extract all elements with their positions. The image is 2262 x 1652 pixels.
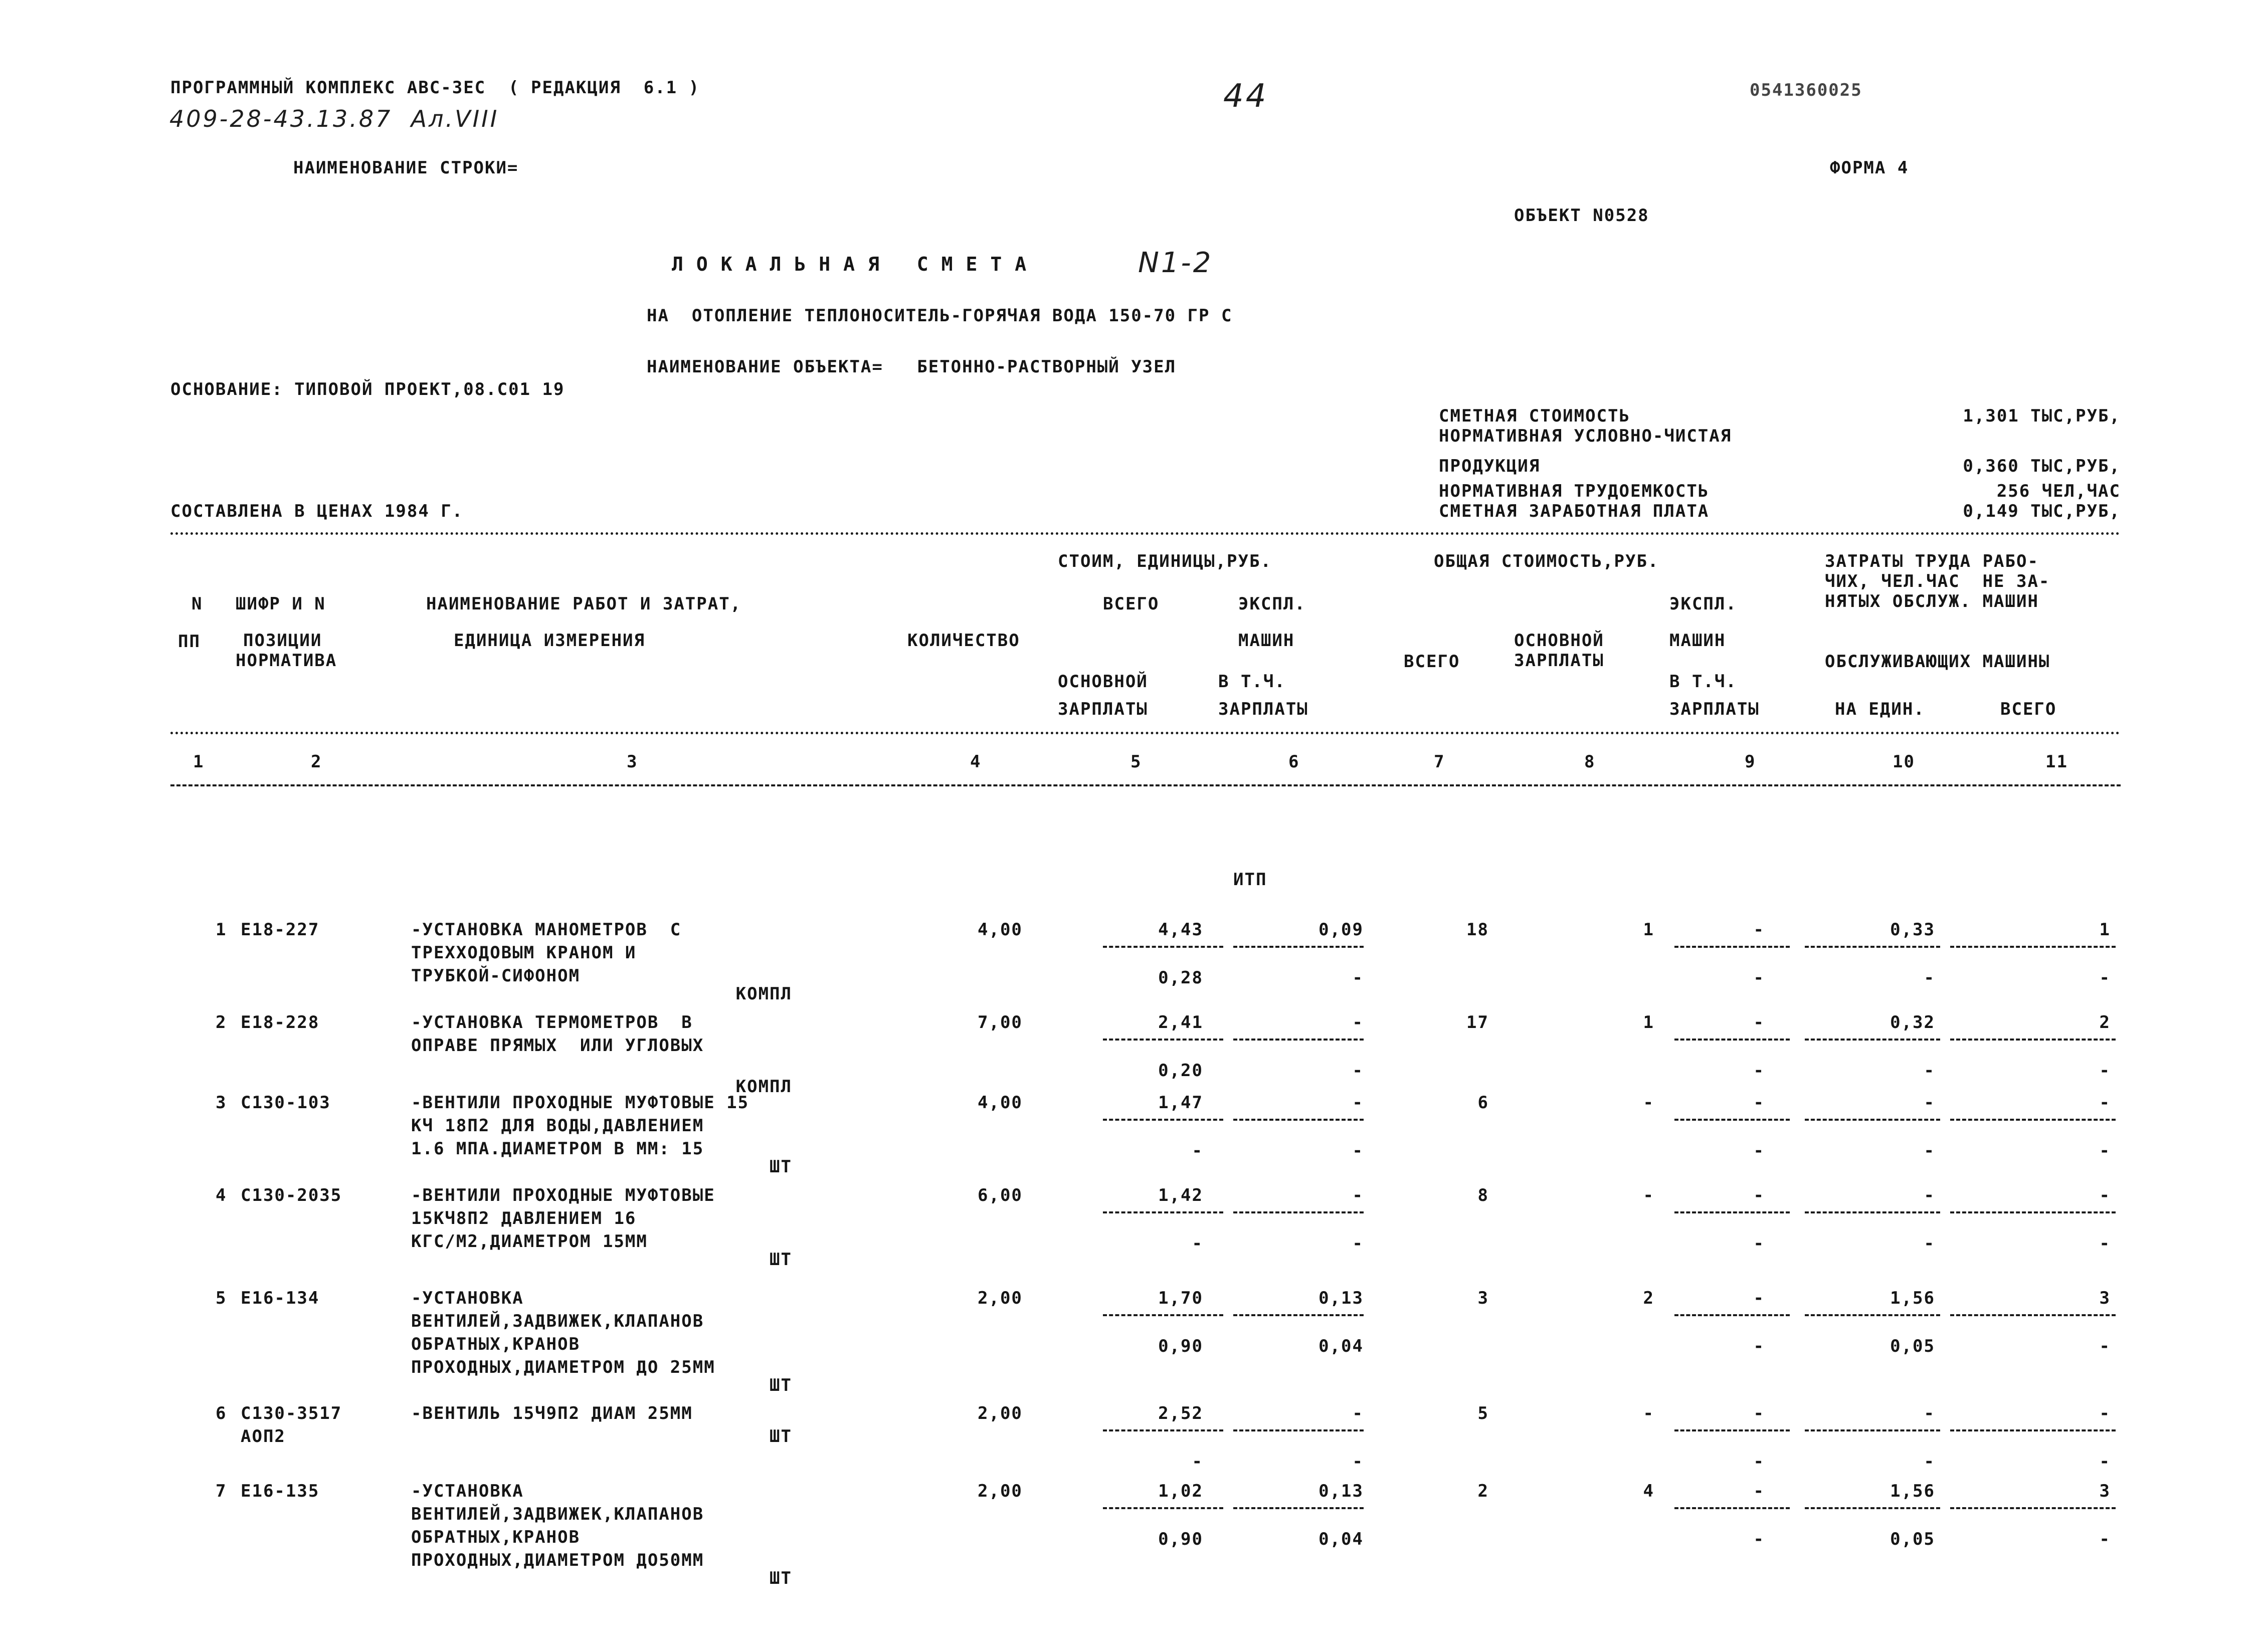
row-total-cost: 17 <box>1466 1012 1489 1032</box>
row-labor-total: - <box>2099 968 2111 988</box>
row-total-exploit: - <box>1753 1288 1765 1308</box>
header-code: ШИФР И N <box>236 594 326 614</box>
row-total-exploit: - <box>1753 1012 1765 1032</box>
row-divider <box>1950 1314 2116 1316</box>
row-labor-unit: 0,32 <box>1890 1012 1935 1032</box>
row-unit-exploit: - <box>1352 1012 1364 1032</box>
row-work-name: -ВЕНТИЛИ ПРОХОДНЫЕ МУФТОВЫЕ 15 <box>411 1093 749 1113</box>
row-labor-unit: - <box>1924 1185 1935 1205</box>
header-num: N <box>192 594 203 614</box>
row-unit-pay: 0,90 <box>1158 1336 1203 1356</box>
header-labor-machines: ОБСЛУЖИВАЮЩИХ МАШИНЫ <box>1825 652 2050 672</box>
row-quantity: 2,00 <box>978 1288 1023 1308</box>
row-name-label: НАИМЕНОВАНИЕ СТРОКИ= <box>293 158 519 178</box>
row-quantity: 4,00 <box>978 1093 1023 1113</box>
row-labor-total: - <box>2099 1061 2111 1081</box>
row-unit-pay: 0,90 <box>1158 1529 1203 1549</box>
row-divider <box>1950 1039 2116 1041</box>
form-label: ФОРМА 4 <box>1830 158 1909 178</box>
row-divider <box>1950 1211 2116 1213</box>
header-code: ПОЗИЦИИ <box>243 631 322 651</box>
row-total-cost: 6 <box>1477 1093 1489 1113</box>
row-work-name: ВЕНТИЛЕЙ,ЗАДВИЖЕК,КЛАПАНОВ <box>411 1504 704 1524</box>
row-divider <box>1233 1211 1364 1213</box>
row-divider <box>1674 1429 1790 1431</box>
row-work-name: ОБРАТНЫХ,КРАНОВ <box>411 1334 581 1354</box>
header-unit-total: ВСЕГО <box>1103 594 1160 614</box>
row-total-exploit: - <box>1753 1481 1765 1501</box>
price-basis: СОСТАВЛЕНА В ЦЕНАХ 1984 Г. <box>170 501 464 521</box>
row-labor-unit: - <box>1924 1061 1935 1081</box>
row-divider <box>1674 1314 1790 1316</box>
row-unit-expl-pay: 0,04 <box>1318 1529 1364 1549</box>
row-unit-exploit: - <box>1352 1185 1364 1205</box>
row-code: С130-2035 <box>241 1185 342 1205</box>
row-unit-pay: 0,28 <box>1158 968 1203 988</box>
header-num: ПП <box>178 632 201 652</box>
row-number: 7 <box>216 1481 227 1501</box>
summary-value: 256 ЧЕЛ,ЧАС <box>1996 481 2121 501</box>
row-labor-unit: 0,05 <box>1890 1336 1935 1356</box>
row-code: Е16-134 <box>241 1288 320 1308</box>
row-total-expl-pay: - <box>1753 1452 1765 1472</box>
row-labor-unit: - <box>1924 968 1935 988</box>
header-total-exploit: МАШИН <box>1669 631 1726 651</box>
column-number: 5 <box>1130 752 1142 772</box>
row-divider <box>1103 946 1223 948</box>
row-number: 5 <box>216 1288 227 1308</box>
smeta-number: N1-2 <box>1138 247 1213 279</box>
row-unit-exploit: - <box>1352 1093 1364 1113</box>
row-work-name: ОБРАТНЫХ,КРАНОВ <box>411 1527 581 1547</box>
row-unit-pay: - <box>1192 1452 1203 1472</box>
row-divider <box>1674 1119 1790 1121</box>
row-work-name: -УСТАНОВКА МАНОМЕТРОВ С <box>411 920 682 940</box>
document-code: 0541360025 <box>1750 80 1862 100</box>
row-unit-expl-pay: 0,04 <box>1318 1336 1364 1356</box>
header-total-pay: ОСНОВНОЙ <box>1514 631 1604 651</box>
row-code: С130-3517 <box>241 1403 342 1423</box>
row-unit: ШТ <box>770 1157 792 1177</box>
row-unit: ШТ <box>770 1375 792 1395</box>
column-number: 2 <box>311 752 322 772</box>
row-work-name: 1.6 МПА.ДИАМЕТРОМ В ММ: 15 <box>411 1139 704 1159</box>
summary-label: СМЕТНАЯ ЗАРАБОТНАЯ ПЛАТА <box>1439 501 1710 521</box>
row-total-pay: 4 <box>1643 1481 1654 1501</box>
row-divider <box>1103 1119 1223 1121</box>
row-unit: ШТ <box>770 1426 792 1447</box>
handwritten-code: 409-28-43.13.87 Ал.VIII <box>169 105 499 132</box>
row-labor-unit: - <box>1924 1141 1935 1161</box>
row-labor-unit: - <box>1924 1403 1935 1423</box>
header-unit-incl-pay: ЗАРПЛАТЫ <box>1218 699 1308 719</box>
row-labor-total: - <box>2099 1452 2111 1472</box>
summary-label: НОРМАТИВНАЯ ТРУДОЕМКОСТЬ <box>1439 481 1710 501</box>
header-total-incl-pay: ЗАРПЛАТЫ <box>1669 699 1760 719</box>
row-labor-total: - <box>2099 1141 2111 1161</box>
column-number: 11 <box>2045 752 2068 772</box>
summary-value: 0,149 ТЫС,РУБ, <box>1963 501 2121 521</box>
smeta-subject: НА ОТОПЛЕНИЕ ТЕПЛОНОСИТЕЛЬ-ГОРЯЧАЯ ВОДА 150-70 ГР С <box>647 306 1233 326</box>
summary-label: СМЕТНАЯ СТОИМОСТЬ <box>1439 406 1630 426</box>
header-unit-pay: ОСНОВНОЙ <box>1058 672 1148 692</box>
row-number: 6 <box>216 1403 227 1423</box>
row-work-name: ВЕНТИЛЕЙ,ЗАДВИЖЕК,КЛАПАНОВ <box>411 1311 704 1331</box>
row-labor-unit: - <box>1924 1233 1935 1254</box>
header-total-exploit: ЭКСПЛ. <box>1669 594 1737 614</box>
summary-value: 1,301 ТЫС,РУБ, <box>1963 406 2121 426</box>
row-total-cost: 8 <box>1477 1185 1489 1205</box>
row-unit: КОМПЛ <box>735 984 792 1004</box>
header-unit-exploit: ЭКСПЛ. <box>1238 594 1306 614</box>
row-total-pay: 2 <box>1643 1288 1654 1308</box>
row-total-expl-pay: - <box>1753 1141 1765 1161</box>
row-total-pay: - <box>1643 1403 1654 1423</box>
row-labor-total: - <box>2099 1233 2111 1254</box>
row-work-name: -ВЕНТИЛЬ 15Ч9П2 ДИАМ 25ММ <box>411 1403 693 1423</box>
row-work-name: ОПРАВЕ ПРЯМЫХ ИЛИ УГЛОВЫХ <box>411 1036 704 1056</box>
header-labor-total: ВСЕГО <box>2000 699 2057 719</box>
row-work-name: -УСТАНОВКА <box>411 1481 524 1501</box>
row-labor-unit: 1,56 <box>1890 1288 1935 1308</box>
row-divider <box>1674 1507 1790 1509</box>
row-divider <box>1805 946 1940 948</box>
row-code: С130-103 <box>241 1093 331 1113</box>
row-labor-total: - <box>2099 1185 2111 1205</box>
row-labor-total: - <box>2099 1529 2111 1549</box>
row-unit-expl-pay: - <box>1352 1061 1364 1081</box>
basis-line: ОСНОВАНИЕ: ТИПОВОЙ ПРОЕКТ,08.С01 19 <box>170 379 565 399</box>
row-total-pay: 1 <box>1643 920 1654 940</box>
row-quantity: 2,00 <box>978 1403 1023 1423</box>
header-labor: ЗАТРАТЫ ТРУДА РАБО- <box>1825 551 2039 571</box>
row-divider <box>1233 1039 1364 1041</box>
summary-label: ПРОДУКЦИЯ <box>1439 456 1541 476</box>
row-work-name: ТРЕХХОДОВЫМ КРАНОМ И <box>411 943 637 963</box>
header-total-cost: ОБЩАЯ СТОИМОСТЬ,РУБ. <box>1434 551 1659 571</box>
row-divider <box>1233 1119 1364 1121</box>
column-number: 8 <box>1584 752 1596 772</box>
header-total-all: ВСЕГО <box>1404 652 1460 672</box>
row-labor-total: - <box>2099 1336 2111 1356</box>
row-code: АОП2 <box>241 1426 286 1447</box>
row-total-pay: - <box>1643 1185 1654 1205</box>
row-unit-total: 1,42 <box>1158 1185 1203 1205</box>
row-unit-expl-pay: - <box>1352 1452 1364 1472</box>
row-divider <box>1103 1507 1223 1509</box>
header-labor: ЧИХ, ЧЕЛ.ЧАС НЕ ЗА- <box>1825 571 2050 591</box>
object-name: НАИМЕНОВАНИЕ ОБЪЕКТА= БЕТОННО-РАСТВОРНЫЙ УЗЕЛ <box>647 357 1177 377</box>
row-unit-total: 1,02 <box>1158 1481 1203 1501</box>
row-total-pay: 1 <box>1643 1012 1654 1032</box>
header-unit-incl-pay: В Т.Ч. <box>1218 672 1286 692</box>
smeta-title: ЛОКАЛЬНАЯ СМЕТА <box>672 253 1040 275</box>
row-divider <box>1674 946 1790 948</box>
row-divider <box>1103 1211 1223 1213</box>
row-divider <box>1805 1119 1940 1121</box>
header-quantity: КОЛИЧЕСТВО <box>907 631 1020 651</box>
row-work-name: ПРОХОДНЫХ,ДИАМЕТРОМ ДО 25ММ <box>411 1357 715 1377</box>
row-labor-total: - <box>2099 1093 2111 1113</box>
column-number: 4 <box>970 752 982 772</box>
header-labor-unit: НА ЕДИН. <box>1835 699 1925 719</box>
row-labor-total: 3 <box>2099 1481 2111 1501</box>
row-unit-total: 4,43 <box>1158 920 1203 940</box>
row-divider <box>1805 1314 1940 1316</box>
program-name: ПРОГРАММНЫЙ КОМПЛЕКС АВС-ЗЕС ( РЕДАКЦИЯ 6.1 ) <box>170 78 700 98</box>
column-number: 10 <box>1893 752 1915 772</box>
row-unit-exploit: - <box>1352 1403 1364 1423</box>
row-labor-unit: 1,56 <box>1890 1481 1935 1501</box>
row-total-cost: 5 <box>1477 1403 1489 1423</box>
row-divider <box>1103 1314 1223 1316</box>
header-unit-cost: СТОИМ, ЕДИНИЦЫ,РУБ. <box>1058 551 1272 571</box>
row-unit-pay: - <box>1192 1233 1203 1254</box>
row-divider <box>1233 1429 1364 1431</box>
summary-value: 0,360 ТЫС,РУБ, <box>1963 456 2121 476</box>
header-total-pay: ЗАРПЛАТЫ <box>1514 651 1604 671</box>
row-total-cost: 3 <box>1477 1288 1489 1308</box>
row-number: 3 <box>216 1093 227 1113</box>
row-code: Е18-227 <box>241 920 320 940</box>
header-work-name: НАИМЕНОВАНИЕ РАБОТ И ЗАТРАТ, <box>426 594 742 614</box>
row-total-exploit: - <box>1753 1185 1765 1205</box>
row-divider <box>1233 1507 1364 1509</box>
row-work-name: КЧ 18П2 ДЛЯ ВОДЫ,ДАВЛЕНИЕМ <box>411 1116 704 1136</box>
header-total-incl-pay: В Т.Ч. <box>1669 672 1737 692</box>
row-work-name: 15КЧ8П2 ДАВЛЕНИЕМ 16 <box>411 1208 637 1228</box>
row-number: 2 <box>216 1012 227 1032</box>
row-unit-expl-pay: - <box>1352 1233 1364 1254</box>
row-total-expl-pay: - <box>1753 1061 1765 1081</box>
row-unit-expl-pay: - <box>1352 1141 1364 1161</box>
row-labor-total: 2 <box>2099 1012 2111 1032</box>
header-unit-pay: ЗАРПЛАТЫ <box>1058 699 1148 719</box>
row-number: 1 <box>216 920 227 940</box>
row-unit-total: 2,52 <box>1158 1403 1203 1423</box>
row-unit-total: 1,47 <box>1158 1093 1203 1113</box>
row-total-expl-pay: - <box>1753 1529 1765 1549</box>
row-divider <box>1233 946 1364 948</box>
row-divider <box>1950 1507 2116 1509</box>
row-divider <box>1233 1314 1364 1316</box>
header-unit-exploit: МАШИН <box>1238 631 1295 651</box>
row-divider <box>1805 1507 1940 1509</box>
row-unit: КОМПЛ <box>735 1077 792 1097</box>
row-divider <box>1805 1039 1940 1041</box>
row-quantity: 4,00 <box>978 920 1023 940</box>
row-work-name: ПРОХОДНЫХ,ДИАМЕТРОМ ДО50ММ <box>411 1550 704 1570</box>
column-number: 7 <box>1434 752 1445 772</box>
row-divider <box>1805 1429 1940 1431</box>
row-unit-exploit: 0,09 <box>1318 920 1364 940</box>
row-total-cost: 2 <box>1477 1481 1489 1501</box>
row-total-exploit: - <box>1753 1093 1765 1113</box>
row-code: Е16-135 <box>241 1481 320 1501</box>
header-unit: ЕДИНИЦА ИЗМЕРЕНИЯ <box>454 631 645 651</box>
row-total-exploit: - <box>1753 1403 1765 1423</box>
column-number: 9 <box>1745 752 1756 772</box>
row-labor-unit: - <box>1924 1452 1935 1472</box>
row-total-expl-pay: - <box>1753 1336 1765 1356</box>
row-work-name: -УСТАНОВКА <box>411 1288 524 1308</box>
row-labor-total: - <box>2099 1403 2111 1423</box>
row-quantity: 6,00 <box>978 1185 1023 1205</box>
row-unit-expl-pay: - <box>1352 968 1364 988</box>
row-work-name: -ВЕНТИЛИ ПРОХОДНЫЕ МУФТОВЫЕ <box>411 1185 715 1205</box>
section-label: ИТП <box>1233 870 1267 890</box>
handwritten-page-number: 44 <box>1223 78 1268 115</box>
row-divider <box>1950 1119 2116 1121</box>
row-unit: ШТ <box>770 1250 792 1270</box>
row-work-name: КГС/М2,ДИАМЕТРОМ 15ММ <box>411 1231 648 1252</box>
row-labor-unit: 0,05 <box>1890 1529 1935 1549</box>
row-unit-pay: 0,20 <box>1158 1061 1203 1081</box>
row-unit-exploit: 0,13 <box>1318 1481 1364 1501</box>
row-quantity: 2,00 <box>978 1481 1023 1501</box>
row-divider <box>1674 1211 1790 1213</box>
row-unit-pay: - <box>1192 1141 1203 1161</box>
row-total-expl-pay: - <box>1753 968 1765 988</box>
row-labor-unit: 0,33 <box>1890 920 1935 940</box>
row-code: Е18-228 <box>241 1012 320 1032</box>
column-number: 1 <box>193 752 205 772</box>
column-number: 3 <box>627 752 638 772</box>
row-unit-exploit: 0,13 <box>1318 1288 1364 1308</box>
row-unit-total: 2,41 <box>1158 1012 1203 1032</box>
row-divider <box>1103 1429 1223 1431</box>
summary-label: НОРМАТИВНАЯ УСЛОВНО-ЧИСТАЯ <box>1439 426 1732 446</box>
row-divider <box>1950 1429 2116 1431</box>
row-number: 4 <box>216 1185 227 1205</box>
header-code: НОРМАТИВА <box>236 651 337 671</box>
row-divider <box>1674 1039 1790 1041</box>
row-unit-total: 1,70 <box>1158 1288 1203 1308</box>
row-total-pay: - <box>1643 1093 1654 1113</box>
row-divider <box>1950 946 2116 948</box>
object-number: ОБЪЕКТ N0528 <box>1514 205 1649 226</box>
row-work-name: -УСТАНОВКА ТЕРМОМЕТРОВ В <box>411 1012 693 1032</box>
row-total-expl-pay: - <box>1753 1233 1765 1254</box>
row-labor-total: 1 <box>2099 920 2111 940</box>
row-labor-unit: - <box>1924 1093 1935 1113</box>
row-divider <box>1103 1039 1223 1041</box>
row-total-cost: 18 <box>1466 920 1489 940</box>
header-labor: НЯТЫХ ОБСЛУЖ. МАШИН <box>1825 591 2039 611</box>
column-number: 6 <box>1288 752 1300 772</box>
row-labor-total: 3 <box>2099 1288 2111 1308</box>
row-unit: ШТ <box>770 1568 792 1588</box>
row-total-exploit: - <box>1753 920 1765 940</box>
row-work-name: ТРУБКОЙ-СИФОНОМ <box>411 966 581 986</box>
row-divider <box>1805 1211 1940 1213</box>
row-quantity: 7,00 <box>978 1012 1023 1032</box>
